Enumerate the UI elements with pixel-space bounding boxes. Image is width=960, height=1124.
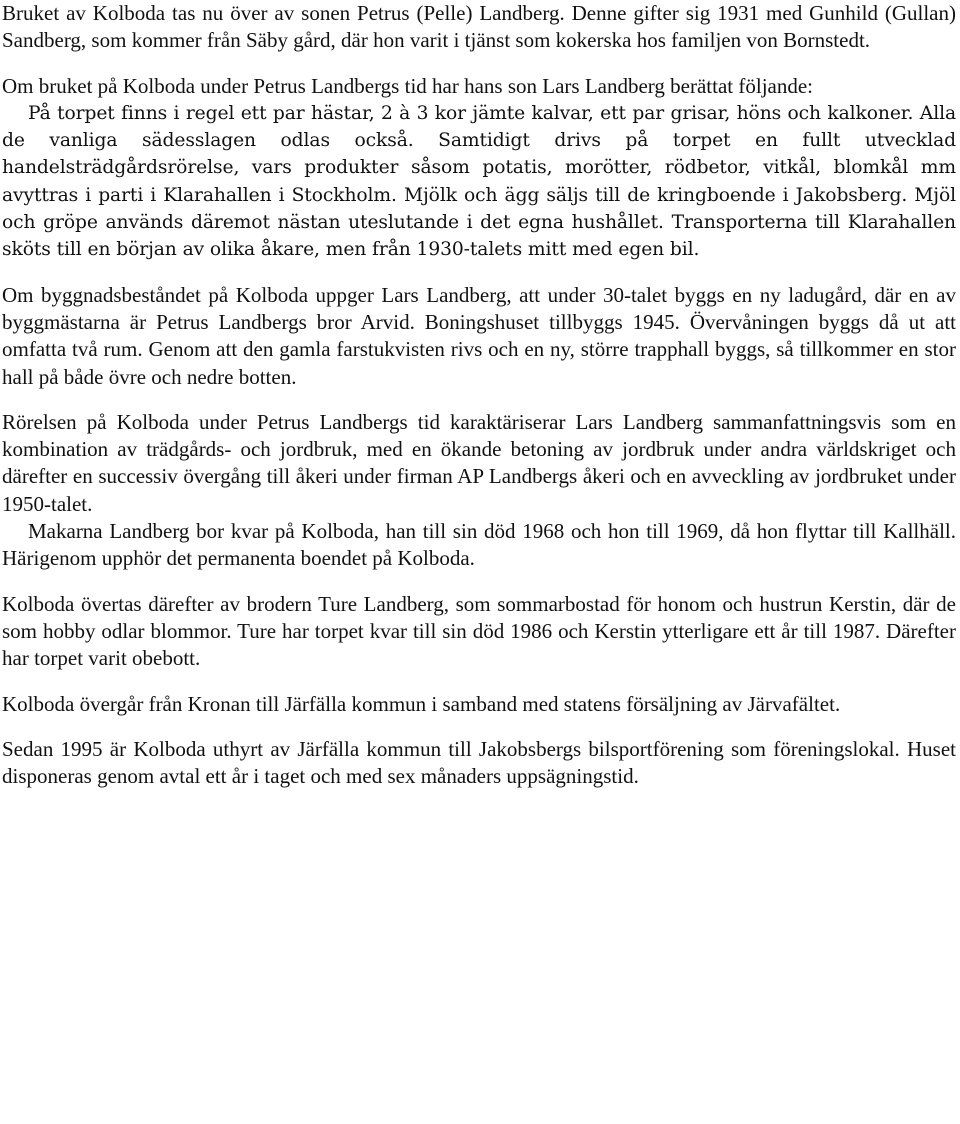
paragraph-ture: Kolboda övertas därefter av brodern Ture Landberg, som sommarbostad för honom och hustrun Kerstin, där de som hobby odlar blommor. Ture har torpet kvar till sin död 1986 och Kerstin ytterligare ett år till 1987. Därefter har torpet varit obebott. <box>2 591 956 671</box>
paragraph-couple: Makarna Landberg bor kvar på Kolboda, han till sin död 1968 och hon till 1969, då hon flyttar till Kallhäll. Härigenom upphör det permanenta boendet på Kolboda. <box>2 519 956 571</box>
paragraph-quote-intro: Om bruket på Kolboda under Petrus Landbergs tid har hans son Lars Landberg berättat följande: <box>2 73 814 98</box>
paragraph-municipality: Kolboda övergår från Kronan till Järfälla kommun i samband med statens försäljning av Järvafältet. <box>2 691 841 716</box>
paragraph-business: Rörelsen på Kolboda under Petrus Landbergs tid karaktäriserar Lars Landberg sammanfattningsvis som en kombination av trädgårds- och jordbruk, med en ökande betoning av jordbruk under andra världskriget och därefter en successiv övergång till åkeri under firman AP Landbergs åkeri och en avveckling av jordbruket under 1950-talet. <box>2 409 956 516</box>
paragraph-intro: Bruket av Kolboda tas nu över av sonen Petrus (Pelle) Landberg. Denne gifter sig 1931 med Gunhild (Gullan) Sandberg, som kommer från Säby gård, där hon varit i tjänst som kokerska hos familjen von Bornstedt. <box>2 1 956 53</box>
paragraph-rental: Sedan 1995 är Kolboda uthyrt av Järfälla kommun till Jakobsbergs bilsportförening som föreningslokal. Huset disponeras genom avtal ett år i taget och med sex månaders uppsägningstid. <box>2 736 956 789</box>
document-page <box>2 0 956 790</box>
paragraph-buildings: Om byggnadsbeståndet på Kolboda uppger Lars Landberg, att under 30-talet byggs en ny ladugård, där en av byggmästarna är Petrus Landbergs bror Arvid. Boningshuset tillbyggs 1945. Övervåningen byggs då ut att omfatta två rum. Genom att den gamla farstukvisten rivs och en ny, större trapphall byggs, så tillkommer en stor hall på både övre och nedre botten. <box>2 282 956 389</box>
paragraph-quote: På torpet finns i regel ett par hästar, 2 à 3 kor jämte kalvar, ett par grisar, höns och kalkoner. Alla de vanliga sädesslagen odlas också. Samtidigt drivs på torpet en fullt utvecklad handelsträdgårdsrörelse, vars produkter såsom potatis, morötter, rödbetor, vitkål, blomkål mm avyttras i parti i Klarahallen i Stockholm. Mjölk och ägg säljs till de kringboende i Jakobsberg. Mjöl och gröpe används däremot nästan uteslutande i det egna hushållet. Transporterna till Klarahallen sköts till en början av olika åkare, men från 1930-talets mitt med egen bil. <box>2 102 956 261</box>
